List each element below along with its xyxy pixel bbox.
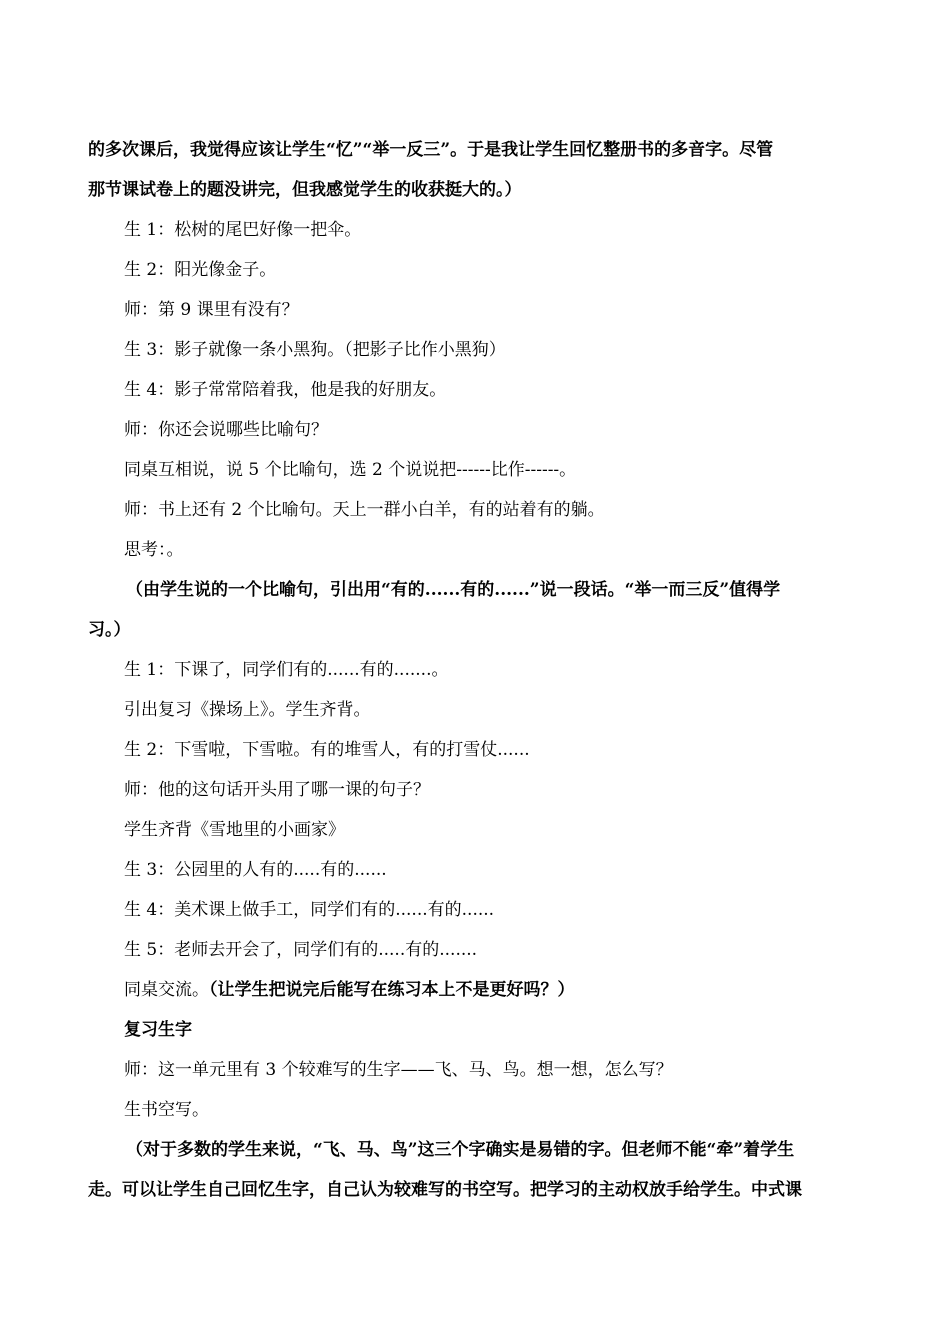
paragraph-line: 生 5：老师去开会了，同学们有的.....有的....... [124,940,478,960]
paragraph-line: 师：书上还有 2 个比喻句。天上一群小白羊，有的站着有的躺。 [124,500,605,520]
paragraph-line: 思考：。 [124,540,184,560]
paragraph-line: 生 4：美术课上做手工，同学们有的......有的...... [124,900,495,920]
paragraph-line: 生 2：下雪啦，下雪啦。有的堆雪人，有的打雪仗...... [124,740,530,760]
paragraph-line: 生 1：松树的尾巴好像一把伞。 [124,220,362,240]
paragraph-line: 师：这一单元里有 3 个较难写的生字——飞、马、鸟。想一想，怎么写？ [124,1060,673,1080]
paragraph-line [0,980,950,1000]
paragraph-line: 习。） [88,620,131,640]
paragraph-line: 生 1：下课了，同学们有的......有的.......。 [124,660,449,680]
comment-text: （让学生把说完后能写在练习本上不是更好吗？） [209,980,575,1000]
section-heading: 复习生字 [124,1020,192,1040]
paragraph-line: 生 3：影子就像一条小黑狗。（把影子比作小黑狗） [124,340,506,360]
paragraph-line: 生 2：阳光像金子。 [124,260,277,280]
paragraph-line: 生 4：影子常常陪着我，他是我的好朋友。 [124,380,447,400]
paragraph-line: 学生齐背《雪地里的小画家》 [124,820,345,840]
paragraph-line: 师：第 9 课里有没有？ [124,300,299,320]
paragraph-line: （对于多数的学生来说，“飞、马、鸟”这三个字确实是易错的字。但老师不能“牵”着学生 [126,1140,795,1160]
paragraph-line: 生 3：公园里的人有的.....有的...... [124,860,387,880]
paragraph-text: 同桌交流。 [124,980,209,1000]
paragraph-line: 同桌互相说，说 5 个比喻句，选 2 个说说把------比作------。 [124,460,577,480]
paragraph-line: （由学生说的一个比喻句，引出用“有的......有的......”说一段话。“举一而三反”值得学 [126,580,781,600]
paragraph-line: 的多次课后，我觉得应该让学生“忆”“举一反三”。于是我让学生回忆整册书的多音字。尽管 [88,140,774,160]
paragraph-line: 师：你还会说哪些比喻句？ [124,420,328,440]
paragraph-line: 走。可以让学生自己回忆生字，自己认为较难写的书空写。把学习的主动权放手给学生。中式课 [88,1180,802,1200]
paragraph-line: 生书空写。 [124,1100,209,1120]
paragraph-line: 引出复习《操场上》。学生齐背。 [124,700,371,720]
paragraph-line: 师：他的这句话开头用了哪一课的句子？ [124,780,430,800]
paragraph-line: 那节课试卷上的题没讲完，但我感觉学生的收获挺大的。） [88,180,522,200]
